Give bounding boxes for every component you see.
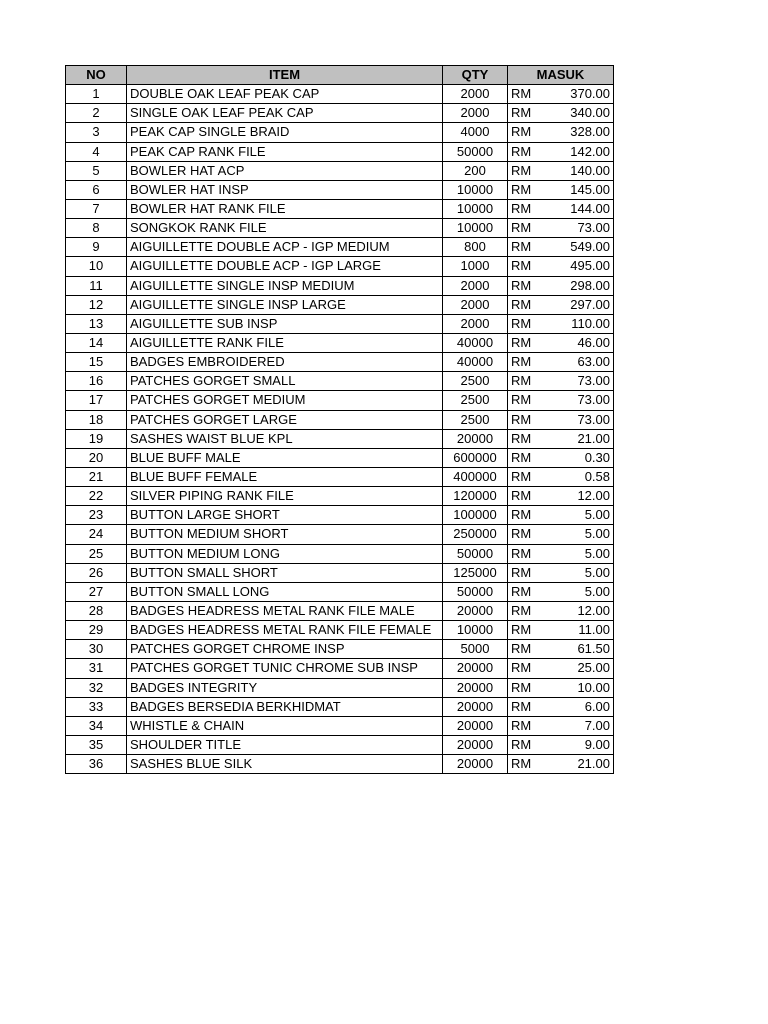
price-wrapper — [511, 219, 610, 237]
table-row — [66, 391, 614, 410]
currency-label: RM — [511, 641, 532, 657]
currency-label: RM — [511, 201, 532, 217]
price-wrapper — [511, 104, 610, 122]
item-quantity: 4000 — [443, 123, 508, 142]
item-name: SONGKOK RANK FILE — [127, 219, 443, 238]
item-price-cell — [508, 161, 614, 180]
item-quantity: 20000 — [443, 678, 508, 697]
item-quantity: 20000 — [443, 755, 508, 774]
item-quantity: 120000 — [443, 487, 508, 506]
item-quantity: 400000 — [443, 467, 508, 486]
price-wrapper — [511, 621, 610, 639]
item-name: BADGES EMBROIDERED — [127, 353, 443, 372]
currency-label: RM — [511, 373, 532, 389]
currency-label: RM — [511, 622, 532, 638]
item-name: SINGLE OAK LEAF PEAK CAP — [127, 104, 443, 123]
item-name: BUTTON SMALL LONG — [127, 582, 443, 601]
item-quantity: 10000 — [443, 199, 508, 218]
price-wrapper — [511, 430, 610, 448]
spreadsheet-page — [65, 65, 614, 774]
item-name: AIGUILLETTE DOUBLE ACP - IGP LARGE — [127, 257, 443, 276]
table-row — [66, 448, 614, 467]
table-row — [66, 716, 614, 735]
item-quantity: 200 — [443, 161, 508, 180]
item-name: BUTTON LARGE SHORT — [127, 506, 443, 525]
currency-label: RM — [511, 296, 532, 312]
price-amount: 11.00 — [578, 622, 610, 638]
item-quantity: 10000 — [443, 180, 508, 199]
price-wrapper — [511, 468, 610, 486]
row-number: 24 — [66, 525, 127, 544]
item-quantity: 2500 — [443, 391, 508, 410]
item-name: AIGUILLETTE RANK FILE — [127, 333, 443, 352]
item-price-cell — [508, 601, 614, 620]
item-name: BUTTON SMALL SHORT — [127, 563, 443, 582]
item-quantity: 2000 — [443, 295, 508, 314]
item-price-cell — [508, 716, 614, 735]
item-name: AIGUILLETTE SINGLE INSP LARGE — [127, 295, 443, 314]
price-wrapper — [511, 411, 610, 429]
table-row — [66, 85, 614, 104]
item-name: BADGES HEADRESS METAL RANK FILE FEMALE — [127, 621, 443, 640]
currency-label: RM — [511, 392, 532, 408]
table-row — [66, 353, 614, 372]
item-price-cell — [508, 678, 614, 697]
item-quantity: 600000 — [443, 448, 508, 467]
price-wrapper — [511, 755, 610, 773]
row-number: 25 — [66, 544, 127, 563]
currency-label: RM — [511, 277, 532, 293]
column-header-no: NO — [66, 66, 127, 85]
table-row — [66, 640, 614, 659]
row-number: 27 — [66, 582, 127, 601]
item-price-cell — [508, 755, 614, 774]
currency-label: RM — [511, 162, 532, 178]
price-amount: 12.00 — [577, 488, 610, 504]
price-wrapper — [511, 736, 610, 754]
item-price-cell — [508, 563, 614, 582]
price-amount: 63.00 — [577, 354, 610, 370]
item-quantity: 50000 — [443, 582, 508, 601]
row-number: 6 — [66, 180, 127, 199]
items-table — [65, 65, 614, 774]
row-number: 9 — [66, 238, 127, 257]
row-number: 21 — [66, 467, 127, 486]
item-name: AIGUILLETTE SINGLE INSP MEDIUM — [127, 276, 443, 295]
table-row — [66, 735, 614, 754]
table-row — [66, 544, 614, 563]
row-number: 19 — [66, 429, 127, 448]
price-amount: 5.00 — [584, 526, 610, 542]
currency-label: RM — [511, 181, 532, 197]
price-wrapper — [511, 200, 610, 218]
price-wrapper — [511, 449, 610, 467]
item-price-cell — [508, 448, 614, 467]
item-name: SHOULDER TITLE — [127, 735, 443, 754]
item-quantity: 10000 — [443, 219, 508, 238]
currency-label: RM — [511, 411, 532, 427]
item-name: WHISTLE & CHAIN — [127, 716, 443, 735]
table-row — [66, 755, 614, 774]
row-number: 34 — [66, 716, 127, 735]
table-header — [66, 66, 614, 85]
price-wrapper — [511, 525, 610, 543]
price-wrapper — [511, 162, 610, 180]
currency-label: RM — [511, 143, 532, 159]
item-price-cell — [508, 257, 614, 276]
price-amount: 370.00 — [570, 86, 610, 102]
table-row — [66, 487, 614, 506]
table-row — [66, 467, 614, 486]
item-price-cell — [508, 85, 614, 104]
item-name: BOWLER HAT RANK FILE — [127, 199, 443, 218]
currency-label: RM — [511, 124, 532, 140]
header-row — [66, 66, 614, 85]
row-number: 22 — [66, 487, 127, 506]
row-number: 30 — [66, 640, 127, 659]
item-quantity: 2000 — [443, 314, 508, 333]
item-name: SASHES BLUE SILK — [127, 755, 443, 774]
table-row — [66, 295, 614, 314]
row-number: 32 — [66, 678, 127, 697]
table-row — [66, 161, 614, 180]
item-price-cell — [508, 238, 614, 257]
table-row — [66, 429, 614, 448]
price-wrapper — [511, 315, 610, 333]
row-number: 26 — [66, 563, 127, 582]
currency-label: RM — [511, 315, 532, 331]
price-wrapper — [511, 602, 610, 620]
item-quantity: 1000 — [443, 257, 508, 276]
price-wrapper — [511, 640, 610, 658]
item-quantity: 800 — [443, 238, 508, 257]
price-amount: 21.00 — [577, 756, 610, 772]
item-quantity: 50000 — [443, 142, 508, 161]
column-header-masuk: MASUK — [508, 66, 614, 85]
item-name: BLUE BUFF FEMALE — [127, 467, 443, 486]
price-amount: 110.00 — [571, 315, 610, 331]
row-number: 17 — [66, 391, 127, 410]
price-amount: 21.00 — [577, 430, 610, 446]
price-amount: 0.30 — [584, 449, 610, 465]
table-row — [66, 582, 614, 601]
price-wrapper — [511, 238, 610, 256]
price-wrapper — [511, 296, 610, 314]
price-wrapper — [511, 181, 610, 199]
price-wrapper — [511, 698, 610, 716]
item-price-cell — [508, 372, 614, 391]
table-row — [66, 276, 614, 295]
currency-label: RM — [511, 258, 532, 274]
currency-label: RM — [511, 335, 532, 351]
row-number: 10 — [66, 257, 127, 276]
item-quantity: 2000 — [443, 276, 508, 295]
item-name: PEAK CAP RANK FILE — [127, 142, 443, 161]
item-quantity: 40000 — [443, 333, 508, 352]
item-price-cell — [508, 314, 614, 333]
price-amount: 495.00 — [570, 258, 610, 274]
price-amount: 73.00 — [577, 220, 610, 236]
currency-label: RM — [511, 526, 532, 542]
item-quantity: 50000 — [443, 544, 508, 563]
table-row — [66, 563, 614, 582]
row-number: 31 — [66, 659, 127, 678]
item-price-cell — [508, 506, 614, 525]
currency-label: RM — [511, 220, 532, 236]
price-amount: 10.00 — [577, 679, 610, 695]
price-amount: 6.00 — [584, 698, 610, 714]
item-quantity: 250000 — [443, 525, 508, 544]
price-wrapper — [511, 583, 610, 601]
table-row — [66, 525, 614, 544]
item-price-cell — [508, 410, 614, 429]
price-amount: 73.00 — [577, 392, 610, 408]
table-row — [66, 372, 614, 391]
currency-label: RM — [511, 698, 532, 714]
item-price-cell — [508, 640, 614, 659]
item-name: PATCHES GORGET LARGE — [127, 410, 443, 429]
item-price-cell — [508, 487, 614, 506]
currency-label: RM — [511, 430, 532, 446]
item-price-cell — [508, 391, 614, 410]
table-row — [66, 601, 614, 620]
price-amount: 5.00 — [584, 564, 610, 580]
price-wrapper — [511, 391, 610, 409]
row-number: 28 — [66, 601, 127, 620]
item-name: PATCHES GORGET MEDIUM — [127, 391, 443, 410]
item-name: BUTTON MEDIUM SHORT — [127, 525, 443, 544]
row-number: 12 — [66, 295, 127, 314]
currency-label: RM — [511, 583, 532, 599]
row-number: 20 — [66, 448, 127, 467]
price-wrapper — [511, 334, 610, 352]
column-header-item: ITEM — [127, 66, 443, 85]
item-quantity: 2500 — [443, 372, 508, 391]
item-price-cell — [508, 621, 614, 640]
row-number: 16 — [66, 372, 127, 391]
item-price-cell — [508, 353, 614, 372]
price-amount: 9.00 — [584, 736, 610, 752]
item-name: AIGUILLETTE DOUBLE ACP - IGP MEDIUM — [127, 238, 443, 257]
item-price-cell — [508, 525, 614, 544]
item-name: PATCHES GORGET TUNIC CHROME SUB INSP — [127, 659, 443, 678]
table-row — [66, 219, 614, 238]
price-wrapper — [511, 545, 610, 563]
item-price-cell — [508, 735, 614, 754]
currency-label: RM — [511, 469, 532, 485]
item-quantity: 2500 — [443, 410, 508, 429]
currency-label: RM — [511, 736, 532, 752]
item-quantity: 100000 — [443, 506, 508, 525]
row-number: 13 — [66, 314, 127, 333]
item-price-cell — [508, 104, 614, 123]
price-amount: 5.00 — [584, 583, 610, 599]
price-amount: 5.00 — [584, 545, 610, 561]
item-price-cell — [508, 467, 614, 486]
currency-label: RM — [511, 679, 532, 695]
item-name: BLUE BUFF MALE — [127, 448, 443, 467]
table-row — [66, 410, 614, 429]
row-number: 33 — [66, 697, 127, 716]
item-name: BUTTON MEDIUM LONG — [127, 544, 443, 563]
price-amount: 73.00 — [577, 411, 610, 427]
currency-label: RM — [511, 507, 532, 523]
price-amount: 145.00 — [570, 181, 610, 197]
item-price-cell — [508, 429, 614, 448]
row-number: 1 — [66, 85, 127, 104]
item-quantity: 20000 — [443, 697, 508, 716]
currency-label: RM — [511, 239, 532, 255]
row-number: 8 — [66, 219, 127, 238]
item-name: BADGES BERSEDIA BERKHIDMAT — [127, 697, 443, 716]
currency-label: RM — [511, 488, 532, 504]
item-quantity: 20000 — [443, 735, 508, 754]
row-number: 14 — [66, 333, 127, 352]
table-row — [66, 314, 614, 333]
item-name: SASHES WAIST BLUE KPL — [127, 429, 443, 448]
table-row — [66, 506, 614, 525]
row-number: 18 — [66, 410, 127, 429]
price-wrapper — [511, 85, 610, 103]
price-amount: 61.50 — [577, 641, 610, 657]
item-quantity: 125000 — [443, 563, 508, 582]
item-name: BADGES INTEGRITY — [127, 678, 443, 697]
price-wrapper — [511, 257, 610, 275]
item-price-cell — [508, 219, 614, 238]
table-row — [66, 333, 614, 352]
item-quantity: 20000 — [443, 601, 508, 620]
price-wrapper — [511, 353, 610, 371]
currency-label: RM — [511, 86, 532, 102]
item-name: BOWLER HAT ACP — [127, 161, 443, 180]
row-number: 35 — [66, 735, 127, 754]
item-price-cell — [508, 180, 614, 199]
currency-label: RM — [511, 105, 532, 121]
table-row — [66, 659, 614, 678]
table-row — [66, 142, 614, 161]
price-wrapper — [511, 659, 610, 677]
row-number: 7 — [66, 199, 127, 218]
item-price-cell — [508, 123, 614, 142]
currency-label: RM — [511, 660, 532, 676]
row-number: 36 — [66, 755, 127, 774]
table-row — [66, 678, 614, 697]
item-price-cell — [508, 659, 614, 678]
currency-label: RM — [511, 603, 532, 618]
item-quantity: 5000 — [443, 640, 508, 659]
item-name: SILVER PIPING RANK FILE — [127, 487, 443, 506]
price-amount: 12.00 — [577, 603, 610, 618]
price-wrapper — [511, 717, 610, 735]
item-name: BADGES HEADRESS METAL RANK FILE MALE — [127, 601, 443, 620]
item-price-cell — [508, 544, 614, 563]
price-amount: 25.00 — [577, 660, 610, 676]
table-body — [66, 85, 614, 774]
item-price-cell — [508, 295, 614, 314]
table-row — [66, 123, 614, 142]
price-amount: 140.00 — [570, 162, 610, 178]
row-number: 23 — [66, 506, 127, 525]
item-name: PEAK CAP SINGLE BRAID — [127, 123, 443, 142]
table-row — [66, 199, 614, 218]
price-amount: 297.00 — [570, 296, 610, 312]
price-wrapper — [511, 487, 610, 505]
row-number: 15 — [66, 353, 127, 372]
item-price-cell — [508, 142, 614, 161]
currency-label: RM — [511, 756, 532, 772]
item-quantity: 20000 — [443, 716, 508, 735]
price-amount: 144.00 — [570, 201, 610, 217]
item-quantity: 2000 — [443, 104, 508, 123]
item-name: PATCHES GORGET SMALL — [127, 372, 443, 391]
item-name: AIGUILLETTE SUB INSP — [127, 314, 443, 333]
price-amount: 73.00 — [577, 373, 610, 389]
table-row — [66, 238, 614, 257]
price-wrapper — [511, 372, 610, 390]
item-name: BOWLER HAT INSP — [127, 180, 443, 199]
item-quantity: 2000 — [443, 85, 508, 104]
currency-label: RM — [511, 354, 532, 370]
currency-label: RM — [511, 449, 532, 465]
item-quantity: 20000 — [443, 659, 508, 678]
item-quantity: 40000 — [443, 353, 508, 372]
item-quantity: 20000 — [443, 429, 508, 448]
price-amount: 340.00 — [570, 105, 610, 121]
price-amount: 0.58 — [584, 469, 610, 485]
currency-label: RM — [511, 564, 532, 580]
price-wrapper — [511, 564, 610, 582]
price-wrapper — [511, 123, 610, 141]
item-name: PATCHES GORGET CHROME INSP — [127, 640, 443, 659]
price-wrapper — [511, 277, 610, 295]
table-row — [66, 697, 614, 716]
row-number: 4 — [66, 142, 127, 161]
item-quantity: 10000 — [443, 621, 508, 640]
item-price-cell — [508, 333, 614, 352]
price-amount: 328.00 — [570, 124, 610, 140]
price-amount: 142.00 — [570, 143, 610, 159]
row-number: 5 — [66, 161, 127, 180]
table-row — [66, 257, 614, 276]
item-price-cell — [508, 199, 614, 218]
row-number: 11 — [66, 276, 127, 295]
table-row — [66, 621, 614, 640]
item-price-cell — [508, 697, 614, 716]
price-amount: 549.00 — [570, 239, 610, 255]
table-row — [66, 104, 614, 123]
row-number: 29 — [66, 621, 127, 640]
price-wrapper — [511, 143, 610, 161]
price-amount: 46.00 — [577, 335, 610, 351]
price-wrapper — [511, 506, 610, 524]
item-name: DOUBLE OAK LEAF PEAK CAP — [127, 85, 443, 104]
price-amount: 5.00 — [584, 507, 610, 523]
price-amount: 298.00 — [570, 277, 610, 293]
item-price-cell — [508, 582, 614, 601]
currency-label: RM — [511, 545, 532, 561]
price-amount: 7.00 — [584, 717, 610, 733]
item-price-cell — [508, 276, 614, 295]
row-number: 2 — [66, 104, 127, 123]
row-number: 3 — [66, 123, 127, 142]
table-row — [66, 180, 614, 199]
currency-label: RM — [511, 717, 532, 733]
price-wrapper — [511, 679, 610, 697]
column-header-qty: QTY — [443, 66, 508, 85]
